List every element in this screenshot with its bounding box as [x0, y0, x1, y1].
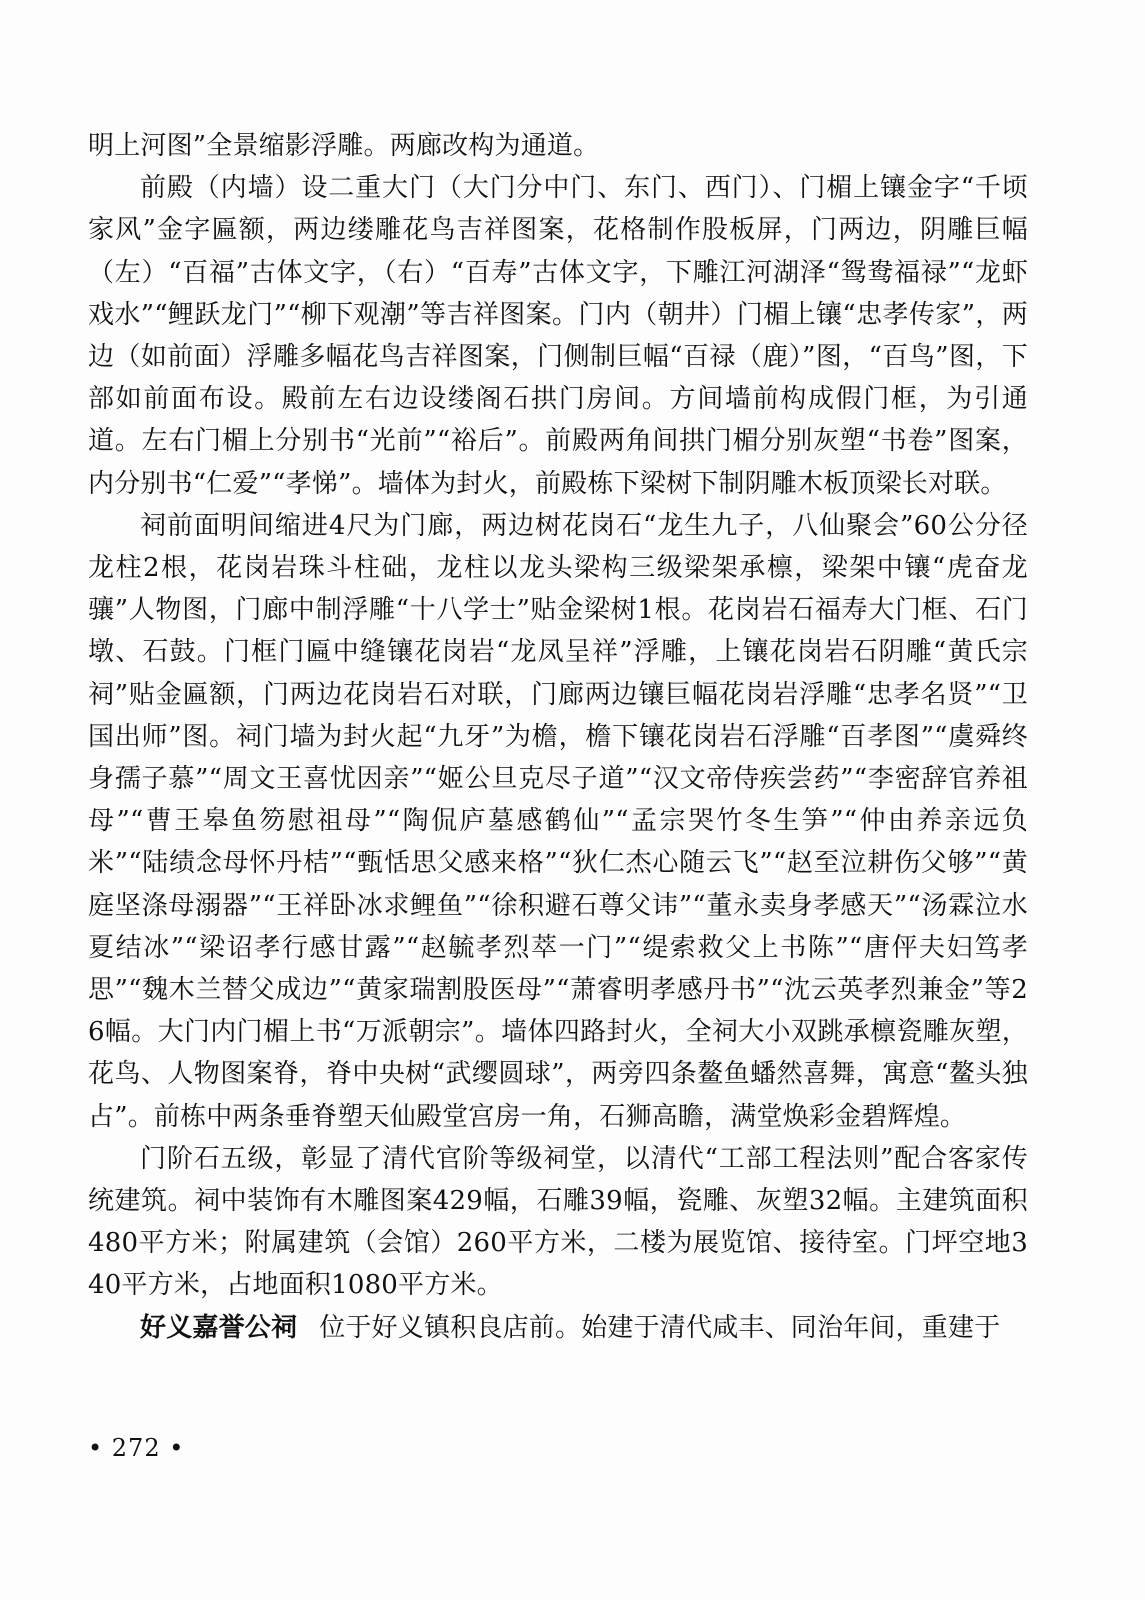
paragraph-front-hall: 前殿（内墙）设二重大门（大门分中门、东门、西门）、门楣上镶金字“千顷家风”金字匾额，两边缕雕花鸟吉祥图案，花格制作股板屏，门两边，阴雕巨幅（左）“百福”古体文字，（右）“百寿”古体文字，下雕江河湖泽“鸳鸯福禄”“龙虾戏水”“鲤跃龙门”“柳下观潮”等吉祥图案。门内（朝井）门楣上镶“忠孝传家”，两边（如前面）浮雕多幅花鸟吉祥图案，门侧制巨幅“百禄（鹿）”图，“百鸟”图，下部如前面布设。殿前左右边设缕阁石拱门房间。方间墙前构成假门框，为引通道。左右门楣上分别书“光前”“裕后”。前殿两角间拱门楣分别灰塑“书卷”图案，内分别书“仁爱”“孝悌”。墙体为封火，前殿栋下梁树下制阴雕木板顶梁长对联。	[88, 173, 1028, 499]
entry-text: 位于好义镇积良店前。始建于清代咸丰、同治年间，重建于	[319, 1312, 1001, 1343]
paragraph-continued: 明上河图”全景缩影浮雕。两廊改构为通道。	[88, 131, 600, 161]
paragraph-haoyi-ancestral-hall	[88, 1307, 1028, 1349]
paragraph-steps-area: 门阶石五级，彰显了清代官阶等级祠堂，以清代“工部工程法则”配合客家传统建筑。祠中装饰有木雕图案429幅，石雕39幅，瓷雕、灰塑32幅。主建筑面积480平方米；附属建筑（会馆）260平方米，二楼为展览馆、接待室。门坪空地340平方米，占地面积1080平方米。	[88, 1143, 1028, 1301]
page-number: • 272 •	[88, 1434, 185, 1462]
paragraph-front-porch: 祠前面明间缩进4尺为门廊，两边树花岗石“龙生九子，八仙聚会”60公分径龙柱2根，花岗岩珠斗柱础，龙柱以龙头梁构三级梁架承檩，梁架中镶“虎奋龙骧”人物图，门廊中制浮雕“十八学士”贴金梁树1根。花岗岩石福寿大门框、石门墩、石鼓。门框门匾中缝镶花岗岩“龙凤呈祥”浮雕，上镶花岗岩石阴雕“黄氏宗祠”贴金匾额，门两边花岗岩石对联，门廊两边镶巨幅花岗岩浮雕“忠孝名贤”“卫国出师”图。祠门墙为封火起“九牙”为檐，檐下镶花岗岩石浮雕“百孝图”“虞舜终身孺子慕”“周文王喜忧因亲”“姬公旦克尽子道”“汉文帝侍疾尝药”“李密辞官养祖母”“曹王皋鱼笏慰祖母”“陶侃庐墓感鹤仙”“孟宗哭竹冬生笋”“仲由养亲远负米”“陆绩念母怀丹桔”“甄恬思父感来格”“狄仁杰心随云飞”“赵至泣耕伤父够”“黄庭坚涤母溺器”“王祥卧冰求鲤鱼”“徐积避石尊父讳”“董永卖身孝感天”“汤霖泣水夏结冰”“梁诏孝行感甘露”“赵毓孝烈萃一门”“缇索救父上书陈”“唐伻夫妇笃孝思”“魏木兰替父成边”“黄家瑞割股医母”“萧睿明孝感丹书”“沈云英孝烈兼金”等26幅。大门内门楣上书“万派朝宗”。墙体四路封火，全祠大小双跳承檩瓷雕灰塑，花鸟、人物图案脊，脊中央树“武缨圆球”，两旁四条鳌鱼蟠然喜舞，寓意“鳌头独占”。前栋中两条垂脊塑天仙殿堂宫房一角，石狮高瞻，满堂焕彩金碧辉煌。	[88, 510, 1028, 1132]
body-text	[88, 125, 1028, 1349]
entry-heading: 好义嘉誉公祠	[140, 1312, 298, 1343]
